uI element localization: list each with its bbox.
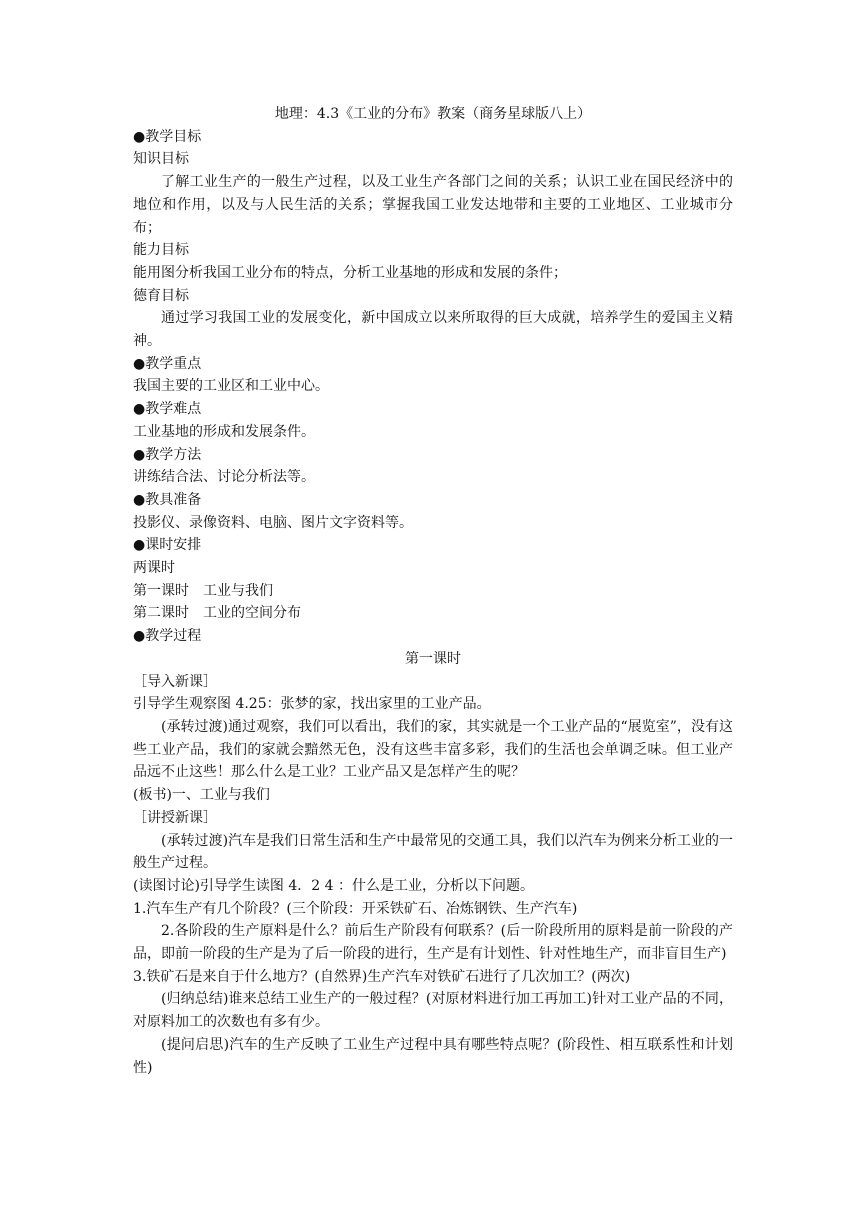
paragraph: (归纳总结)谁来总结工业生产的一般过程？(对原材料进行加工再加工)针对工业产品的不同，对原料加工的次数也有多有少。 [133, 991, 733, 1031]
section-heading: ●教学重点 [133, 355, 202, 372]
section-heading: ●教学过程 [133, 628, 202, 645]
paragraph: 引导学生观察图 4.25：张梦的家，找出家里的工业产品。 [133, 696, 491, 713]
paragraph: 2.各阶段的生产原料是什么？前后生产阶段有何联系？(后一阶段所用的原料是前一阶段的产品，即前一阶段的生产是为了后一阶段的进行，生产是有计划性、针对性地生产，而非盲目生产) [133, 923, 733, 963]
lesson-heading: 第一课时 [405, 650, 461, 667]
paragraph: 能用图分析我国工业分布的特点，分析工业基地的形成和发展的条件； [133, 264, 567, 281]
paragraph: ［导入新课］ [133, 673, 217, 690]
paragraph: (承转过渡)汽车是我们日常生活和生产中最常见的交通工具，我们以汽车为例来分析工业的一般生产过程。 [133, 832, 733, 872]
paragraph: 讲练结合法、讨论分析法等。 [133, 469, 315, 486]
paragraph: (读图讨论)引导学生读图 4．2 4 ：什么是工业，分析以下问题。 [133, 877, 534, 894]
paragraph: 能力目标 [133, 242, 189, 259]
paragraph: (板书)一、工业与我们 [133, 787, 270, 804]
section-heading: ●教具准备 [133, 491, 202, 508]
paragraph: 第二课时 工业的空间分布 [133, 605, 301, 622]
paragraph: 了解工业生产的一般生产过程，以及工业生产各部门之间的关系；认识工业在国民经济中的地位和作用，以及与人民生活的关系；掌握我国工业发达地带和主要的工业地区、工业城市分布； [133, 174, 733, 236]
paragraph: ［讲授新课］ [133, 809, 217, 826]
section-heading: ●课时安排 [133, 537, 202, 554]
paragraph: 知识目标 [133, 151, 189, 168]
paragraph: 投影仪、录像资料、电脑、图片文字资料等。 [133, 514, 413, 531]
paragraph: 两课时 [133, 560, 175, 577]
paragraph: (承转过渡)通过观察，我们可以看出，我们的家，其实就是一个工业产品的“展览室”，没有这些工业产品，我们的家就会黯然无色，没有这些丰富多彩，我们的生活也会单调乏味。但工业产品远不止这些！那么什么是工业？工业产品又是怎样产生的呢？ [133, 718, 733, 781]
section-heading: ●教学方法 [133, 446, 202, 463]
paragraph: (提问启思)汽车的生产反映了工业生产过程中具有哪些特点呢？(阶段性、相互联系性和计划性) [133, 1036, 733, 1076]
paragraph: 德育目标 [133, 287, 189, 304]
section-heading: ●教学难点 [133, 401, 202, 418]
paragraph: 工业基地的形成和发展条件。 [133, 423, 315, 440]
paragraph: 3.铁矿石是来自于什么地方？(自然界)生产汽车对铁矿石进行了几次加工？(两次) [133, 968, 631, 985]
document-lines [133, 126, 733, 1080]
document-title: 地理：4.3《工业的分布》教案（商务星球版八上） [274, 106, 592, 122]
section-heading: ●教学目标 [133, 128, 202, 145]
paragraph: 1.汽车生产有几个阶段？(三个阶段：开采铁矿石、冶炼钢铁、生产汽车) [133, 900, 578, 917]
paragraph: 我国主要的工业区和工业中心。 [133, 378, 329, 395]
document-body [133, 103, 733, 1079]
paragraph: 第一课时 工业与我们 [133, 582, 273, 599]
paragraph: 通过学习我国工业的发展变化，新中国成立以来所取得的巨大成就，培养学生的爱国主义精神。 [133, 310, 733, 350]
